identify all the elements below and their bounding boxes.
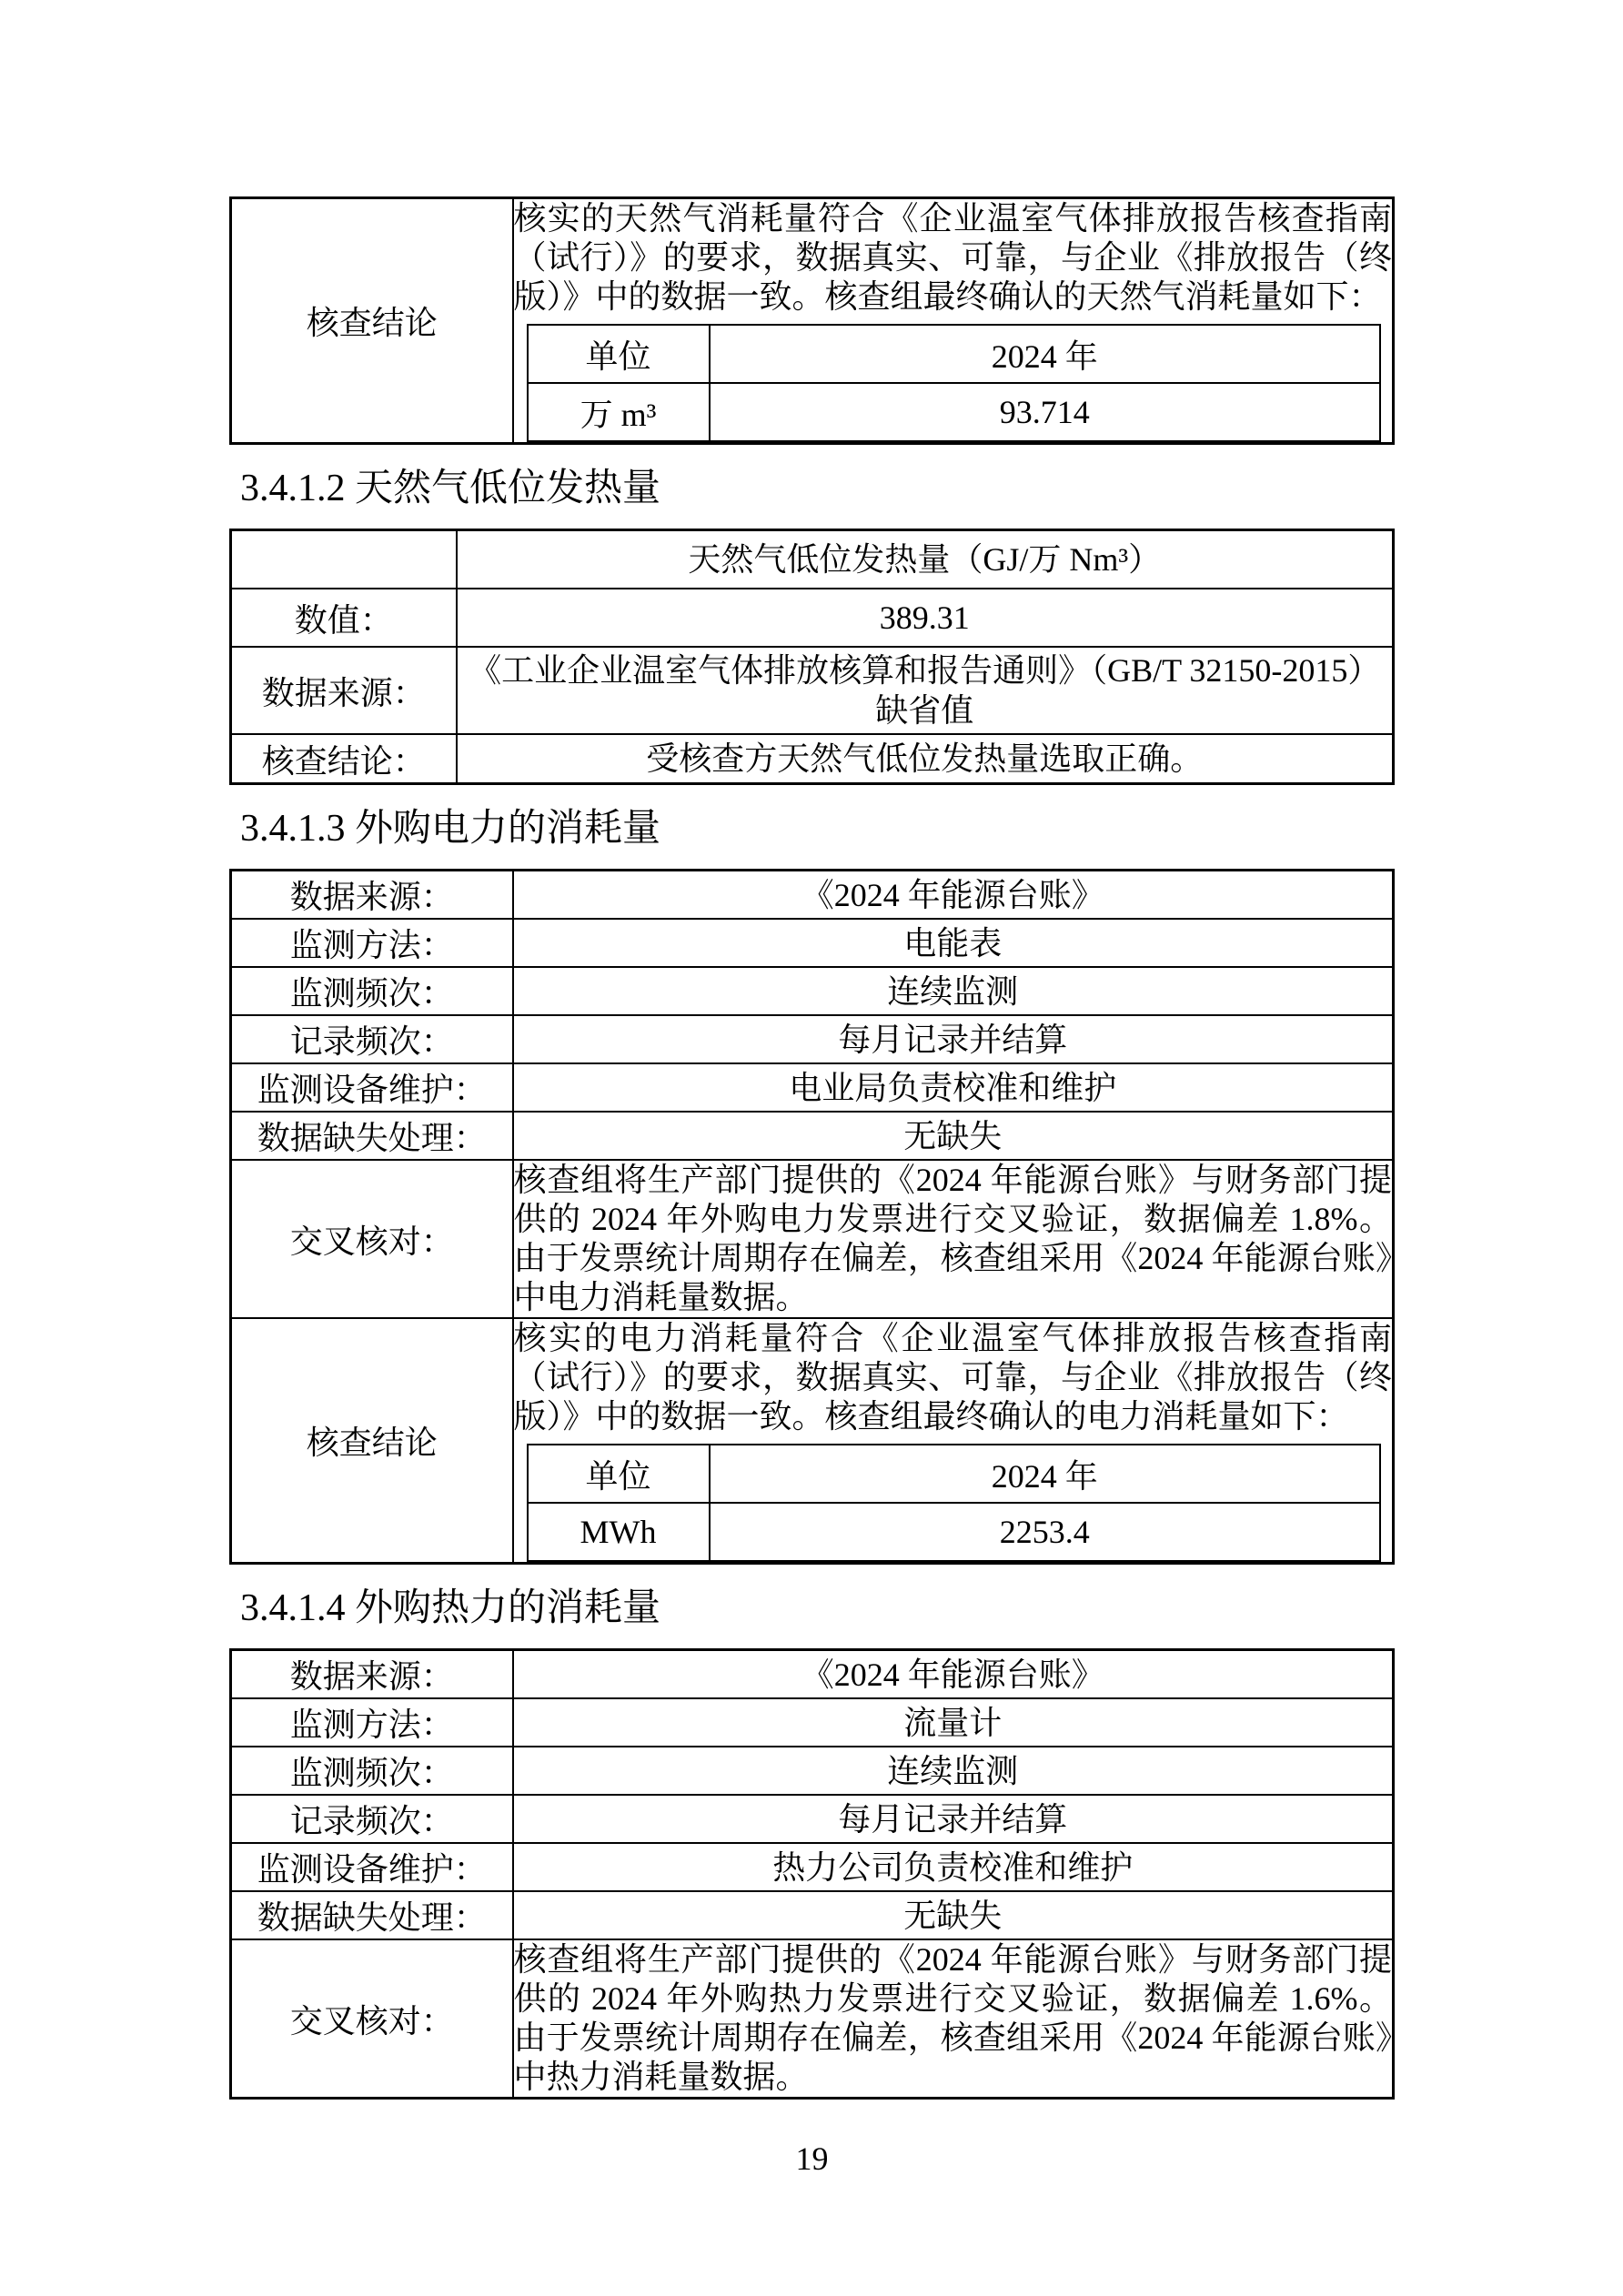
electricity-table	[229, 869, 1395, 1565]
row-label: 数据缺失处理：	[231, 1112, 513, 1160]
table-row	[528, 325, 1381, 383]
table-row	[231, 1795, 1394, 1843]
row-label: 数据来源：	[231, 871, 513, 920]
section-heading-3414: 3.4.1.4 外购热力的消耗量	[240, 1587, 661, 1629]
row-value: 无缺失	[513, 1112, 1394, 1160]
conclusion-paragraph: 核实的天然气消耗量符合《企业温室气体排放报告核查指南（试行）》的要求，数据真实、可靠，与企业《排放报告（终版）》中的数据一致。核查组最终确认的天然气消耗量如下：	[513, 200, 1392, 315]
ncv-table	[229, 529, 1395, 785]
cross-check-paragraph: 核查组将生产部门提供的《2024 年能源台账》与财务部门提供的 2024 年外购热力发票进行交叉验证，数据偏差 1.6%。由于发票统计周期存在偏差，核查组采用《2024 年能源台账》中热力消耗量数据。	[513, 1941, 1392, 2095]
cross-check-paragraph: 核查组将生产部门提供的《2024 年能源台账》与财务部门提供的 2024 年外购电力发票进行交叉验证，数据偏差 1.8%。由于发票统计周期存在偏差，核查组采用《2024 年能源台账》中电力消耗量数据。	[513, 1162, 1392, 1315]
row-label: 记录频次：	[231, 1015, 513, 1063]
row-value: 受核查方天然气低位发热量选取正确。	[457, 734, 1394, 784]
table-row	[231, 1939, 1394, 2099]
table-row	[231, 1015, 1394, 1063]
row-label: 数据缺失处理：	[231, 1891, 513, 1939]
row-label: 监测频次：	[231, 967, 513, 1015]
row-label: 监测设备维护：	[231, 1843, 513, 1891]
unit-cell: 万 m³	[528, 383, 710, 441]
row-label: 核查结论	[231, 1318, 513, 1564]
row-label: 核查结论	[231, 198, 513, 444]
row-value: 电业局负责校准和维护	[513, 1063, 1394, 1112]
conclusion-paragraph: 核实的电力消耗量符合《企业温室气体排放报告核查指南（试行）》的要求，数据真实、可靠，与企业《排放报告（终版）》中的数据一致。核查组最终确认的电力消耗量如下：	[513, 1320, 1392, 1435]
table-row	[231, 1698, 1394, 1747]
natural-gas-conclusion-table	[229, 196, 1395, 445]
table-row	[231, 530, 1394, 589]
cross-check-cell	[513, 1939, 1394, 2099]
row-value: 《2024 年能源台账》	[513, 1650, 1394, 1699]
table-row	[231, 198, 1394, 444]
row-label: 监测方法：	[231, 1698, 513, 1747]
value-cell: 2253.4	[710, 1503, 1381, 1561]
row-label: 监测方法：	[231, 919, 513, 967]
cross-check-cell	[513, 1160, 1394, 1318]
row-value: 《2024 年能源台账》	[513, 871, 1394, 920]
row-label: 核查结论：	[231, 734, 457, 784]
heat-table	[229, 1648, 1395, 2100]
table-row	[231, 871, 1394, 920]
row-label: 监测设备维护：	[231, 1063, 513, 1112]
table-row	[231, 967, 1394, 1015]
table-row	[231, 1650, 1394, 1699]
table-row	[528, 383, 1381, 441]
year-header-cell: 2024 年	[710, 1445, 1381, 1503]
page-content	[229, 0, 1395, 2178]
table-row	[231, 1063, 1394, 1112]
unit-value-table	[527, 1444, 1382, 1562]
unit-header-cell: 单位	[528, 325, 710, 383]
row-value: 连续监测	[513, 967, 1394, 1015]
table-row	[231, 1318, 1394, 1564]
unit-cell: MWh	[528, 1503, 710, 1561]
row-label: 交叉核对：	[231, 1939, 513, 2099]
row-label: 记录频次：	[231, 1795, 513, 1843]
conclusion-cell	[513, 198, 1394, 444]
table-row	[528, 1503, 1381, 1561]
table-row	[231, 1112, 1394, 1160]
row-value: 电能表	[513, 919, 1394, 967]
row-label: 监测频次：	[231, 1747, 513, 1795]
row-value: 连续监测	[513, 1747, 1394, 1795]
unit-header-cell: 单位	[528, 1445, 710, 1503]
table-row	[528, 1445, 1381, 1503]
page-number: 19	[795, 2140, 829, 2177]
table-row	[231, 919, 1394, 967]
row-label: 数据来源：	[231, 1650, 513, 1699]
row-value: 389.31	[457, 589, 1394, 647]
section-heading-3413: 3.4.1.3 外购电力的消耗量	[240, 808, 661, 850]
section-heading-3412: 3.4.1.2 天然气低位发热量	[240, 468, 661, 509]
table-row	[231, 589, 1394, 647]
row-value: 热力公司负责校准和维护	[513, 1843, 1394, 1891]
row-label: 交叉核对：	[231, 1160, 513, 1318]
row-value: 每月记录并结算	[513, 1795, 1394, 1843]
conclusion-cell	[513, 1318, 1394, 1564]
year-header-cell: 2024 年	[710, 325, 1381, 383]
row-value: 每月记录并结算	[513, 1015, 1394, 1063]
row-label: 数据来源：	[231, 647, 457, 734]
column-header: 天然气低位发热量（GJ/万 Nm³）	[457, 530, 1394, 589]
row-value: 流量计	[513, 1698, 1394, 1747]
table-row	[231, 1843, 1394, 1891]
unit-value-table	[527, 324, 1382, 442]
table-row	[231, 647, 1394, 734]
table-row	[231, 1160, 1394, 1318]
value-cell: 93.714	[710, 383, 1381, 441]
row-value: 《工业企业温室气体排放核算和报告通则》（GB/T 32150-2015）缺省值	[457, 647, 1394, 734]
table-row	[231, 734, 1394, 784]
table-row	[231, 1747, 1394, 1795]
row-value: 无缺失	[513, 1891, 1394, 1939]
table-row	[231, 1891, 1394, 1939]
empty-header-cell	[231, 530, 457, 589]
row-label: 数值：	[231, 589, 457, 647]
